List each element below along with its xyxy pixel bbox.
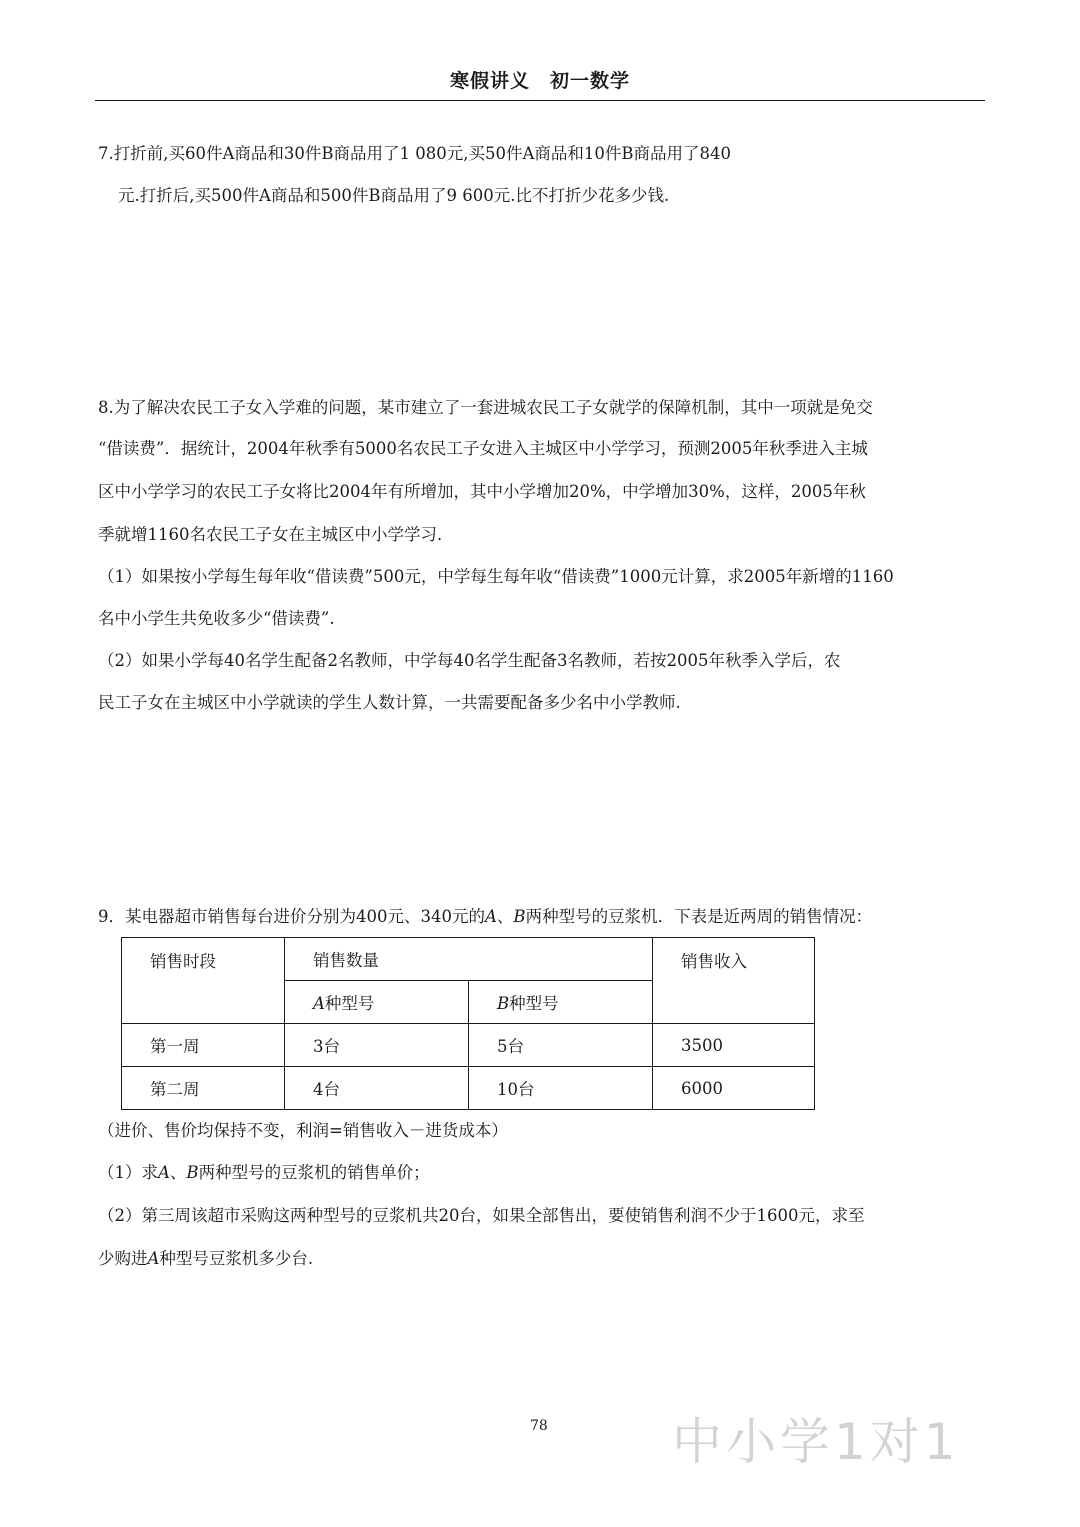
header-revenue-cell: 销售收入 (653, 938, 815, 1024)
q8-sub1-line-2: 名中小学生共免收多少“借读费”. (98, 609, 335, 628)
row-revenue-cell: 3500 (653, 1024, 815, 1067)
page-header: 寒假讲义 初一数学 (449, 70, 630, 92)
page-number: 78 (530, 1418, 548, 1434)
header-model-a-cell: A种型号 (285, 981, 469, 1024)
row-period-cell: 第一周 (122, 1024, 285, 1067)
q8-line-2: “借读费”．据统计，2004年秋季有5000名农民工子女进入主城区中小学学习，预测2005年秋季进入主城 (98, 439, 868, 458)
q7-line-1: 7.打折前,买60件A商品和30件B商品用了1 080元,买50件A商品和10件B商品用了840 (98, 144, 732, 163)
q8-line-1: 8.为了解决农民工子女入学难的问题，某市建立了一套进城农民工子女就学的保障机制，其中一项就是免交 (98, 398, 873, 417)
header-model-b-cell: B种型号 (469, 981, 653, 1024)
header-period-cell: 销售时段 (122, 938, 285, 1024)
q8-sub1-line-1: （1）如果按小学每生每年收“借读费”500元，中学每生每年收“借读费”1000元计算，求2005年新增的1160 (98, 567, 894, 586)
q8-line-4: 季就增1160名农民工子女在主城区中小学学习． (98, 525, 454, 544)
q8-line-3: 区中小学学习的农民工子女将比2004年有所增加，其中小学增加20%，中学增加30%，这样，2005年秋 (98, 482, 866, 501)
row-model-b-cell: 5台 (469, 1024, 653, 1067)
table-row (122, 1024, 815, 1067)
row-period-cell: 第二周 (122, 1067, 285, 1110)
q7-line-2: 元.打折后,买500件A商品和500件B商品用了9 600元.比不打折少花多少钱. (118, 186, 670, 205)
table-header-row (122, 938, 815, 981)
q8-sub2-line-2: 民工子女在主城区中小学就读的学生人数计算，一共需要配备多少名中小学教师. (98, 693, 681, 712)
q9-sub2-line-2: 少购进A种型号豆浆机多少台. (98, 1249, 314, 1268)
q8-sub2-line-1: （2）如果小学每40名学生配备2名教师，中学每40名学生配备3名教师，若按2005年秋季入学后，农 (98, 651, 841, 670)
q9-note: （进价、售价均保持不变，利润=销售收入－进货成本） (98, 1121, 508, 1140)
row-model-b-cell: 10台 (469, 1067, 653, 1110)
row-revenue-cell: 6000 (653, 1067, 815, 1110)
sales-table (121, 937, 815, 1110)
q9-sub2-line-1: （2）第三周该超市采购这两种型号的豆浆机共20台，如果全部售出，要使销售利润不少于1600元，求至 (98, 1206, 865, 1225)
header-quantity-cell: 销售数量 (285, 938, 653, 981)
q9-sub1: （1）求A、B两种型号的豆浆机的销售单价； (98, 1163, 430, 1182)
q9-intro: 9．某电器超市销售每台进价分别为400元、340元的A、B两种型号的豆浆机．下表是近两周的销售情况： (98, 907, 873, 926)
table-row (122, 1067, 815, 1110)
header-rule (95, 100, 985, 101)
row-model-a-cell: 4台 (285, 1067, 469, 1110)
watermark: 中小学1对1 (672, 1413, 960, 1471)
row-model-a-cell: 3台 (285, 1024, 469, 1067)
